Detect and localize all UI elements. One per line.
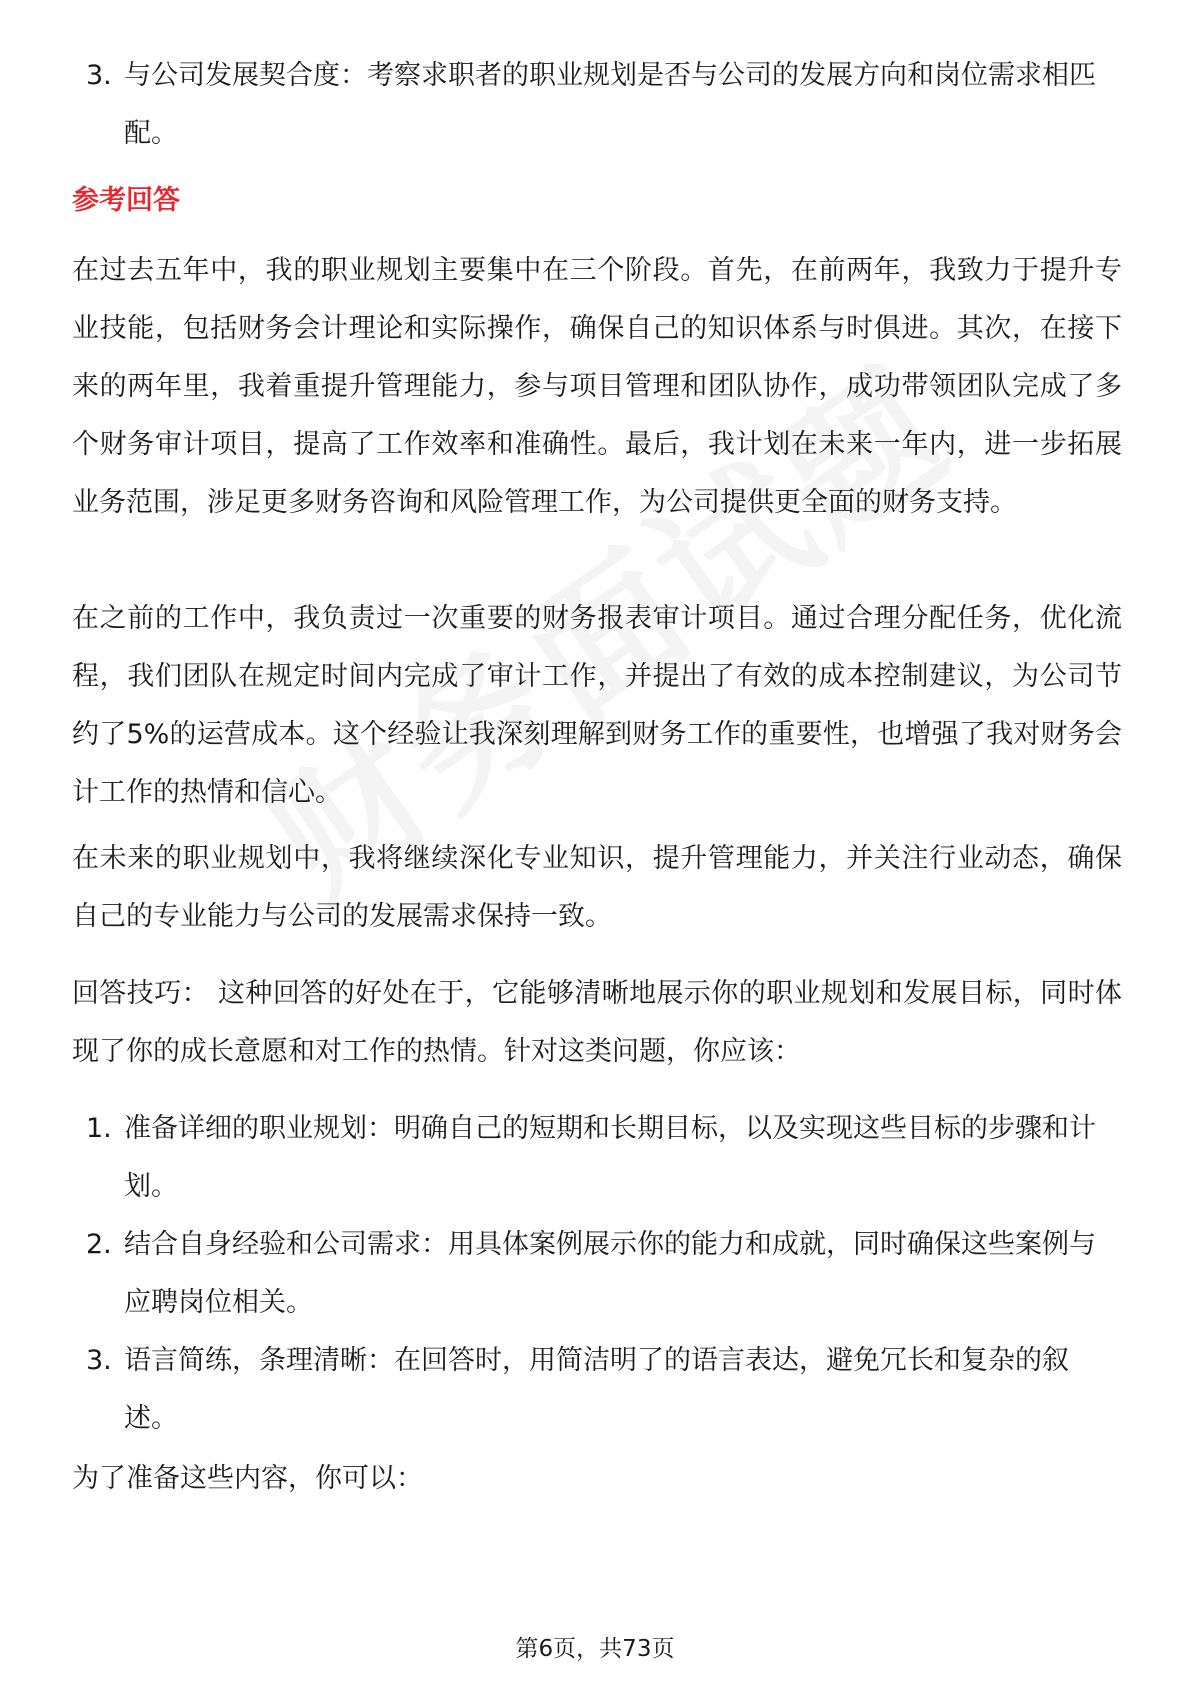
answer-paragraph-2: 在之前的工作中，我负责过一次重要的财务报表审计项目。通过合理分配任务，优化流程，我们团队在规定时间内完成了审计工作，并提出了有效的成本控制建议，为公司节约了5%的运营成本。这个经验让我深刻理解到财务工作的重要性，也增强了我对财务会计工作的热情和信心。 — [72, 603, 1122, 808]
list-item — [0, 1100, 1190, 1216]
list-item — [0, 1332, 1190, 1448]
list-item-number: 3. — [86, 1345, 112, 1376]
closing-paragraph: 为了准备这些内容，你可以： — [72, 1463, 423, 1494]
list-item-number: 3. — [86, 60, 112, 91]
list-item-text: 与公司发展契合度：考察求职者的职业规划是否与公司的发展方向和岗位需求相匹配。 — [124, 60, 1096, 149]
answer-paragraph-1: 在过去五年中，我的职业规划主要集中在三个阶段。首先，在前两年，我致力于提升专业技能，包括财务会计理论和实际操作，确保自己的知识体系与时俱进。其次，在接下来的两年里，我着重提升管理能力，参与项目管理和团队协作，成功带领团队完成了多个财务审计项目，提高了工作效率和准确性。最后，我计划在未来一年内，进一步拓展业务范围，涉足更多财务咨询和风险管理工作，为公司提供更全面的财务支持。 — [72, 255, 1122, 518]
answer-paragraph-3: 在未来的职业规划中，我将继续深化专业知识，提升管理能力，并关注行业动态，确保自己的专业能力与公司的发展需求保持一致。 — [72, 843, 1122, 932]
list-item-text: 语言简练，条理清晰：在回答时，用简洁明了的语言表达，避免冗长和复杂的叙述。 — [124, 1345, 1069, 1434]
list-item-text: 准备详细的职业规划：明确自己的短期和长期目标，以及实现这些目标的步骤和计划。 — [124, 1113, 1096, 1202]
section-heading: 参考回答 — [72, 185, 180, 216]
list-item — [0, 1216, 1190, 1332]
list-item-number: 1. — [86, 1113, 112, 1144]
tips-list — [0, 1100, 1190, 1448]
criteria-list — [0, 47, 1190, 163]
list-item — [0, 47, 1190, 163]
list-item-text: 结合自身经验和公司需求：用具体案例展示你的能力和成就，同时确保这些案例与应聘岗位相关。 — [124, 1229, 1096, 1318]
list-item-number: 2. — [86, 1229, 112, 1260]
tips-intro-paragraph: 回答技巧： 这种回答的好处在于，它能够清晰地展示你的职业规划和发展目标，同时体现了你的成长意愿和对工作的热情。针对这类问题，你应该： — [72, 978, 1122, 1067]
page-number-footer: 第6页，共73页 — [515, 1636, 675, 1662]
